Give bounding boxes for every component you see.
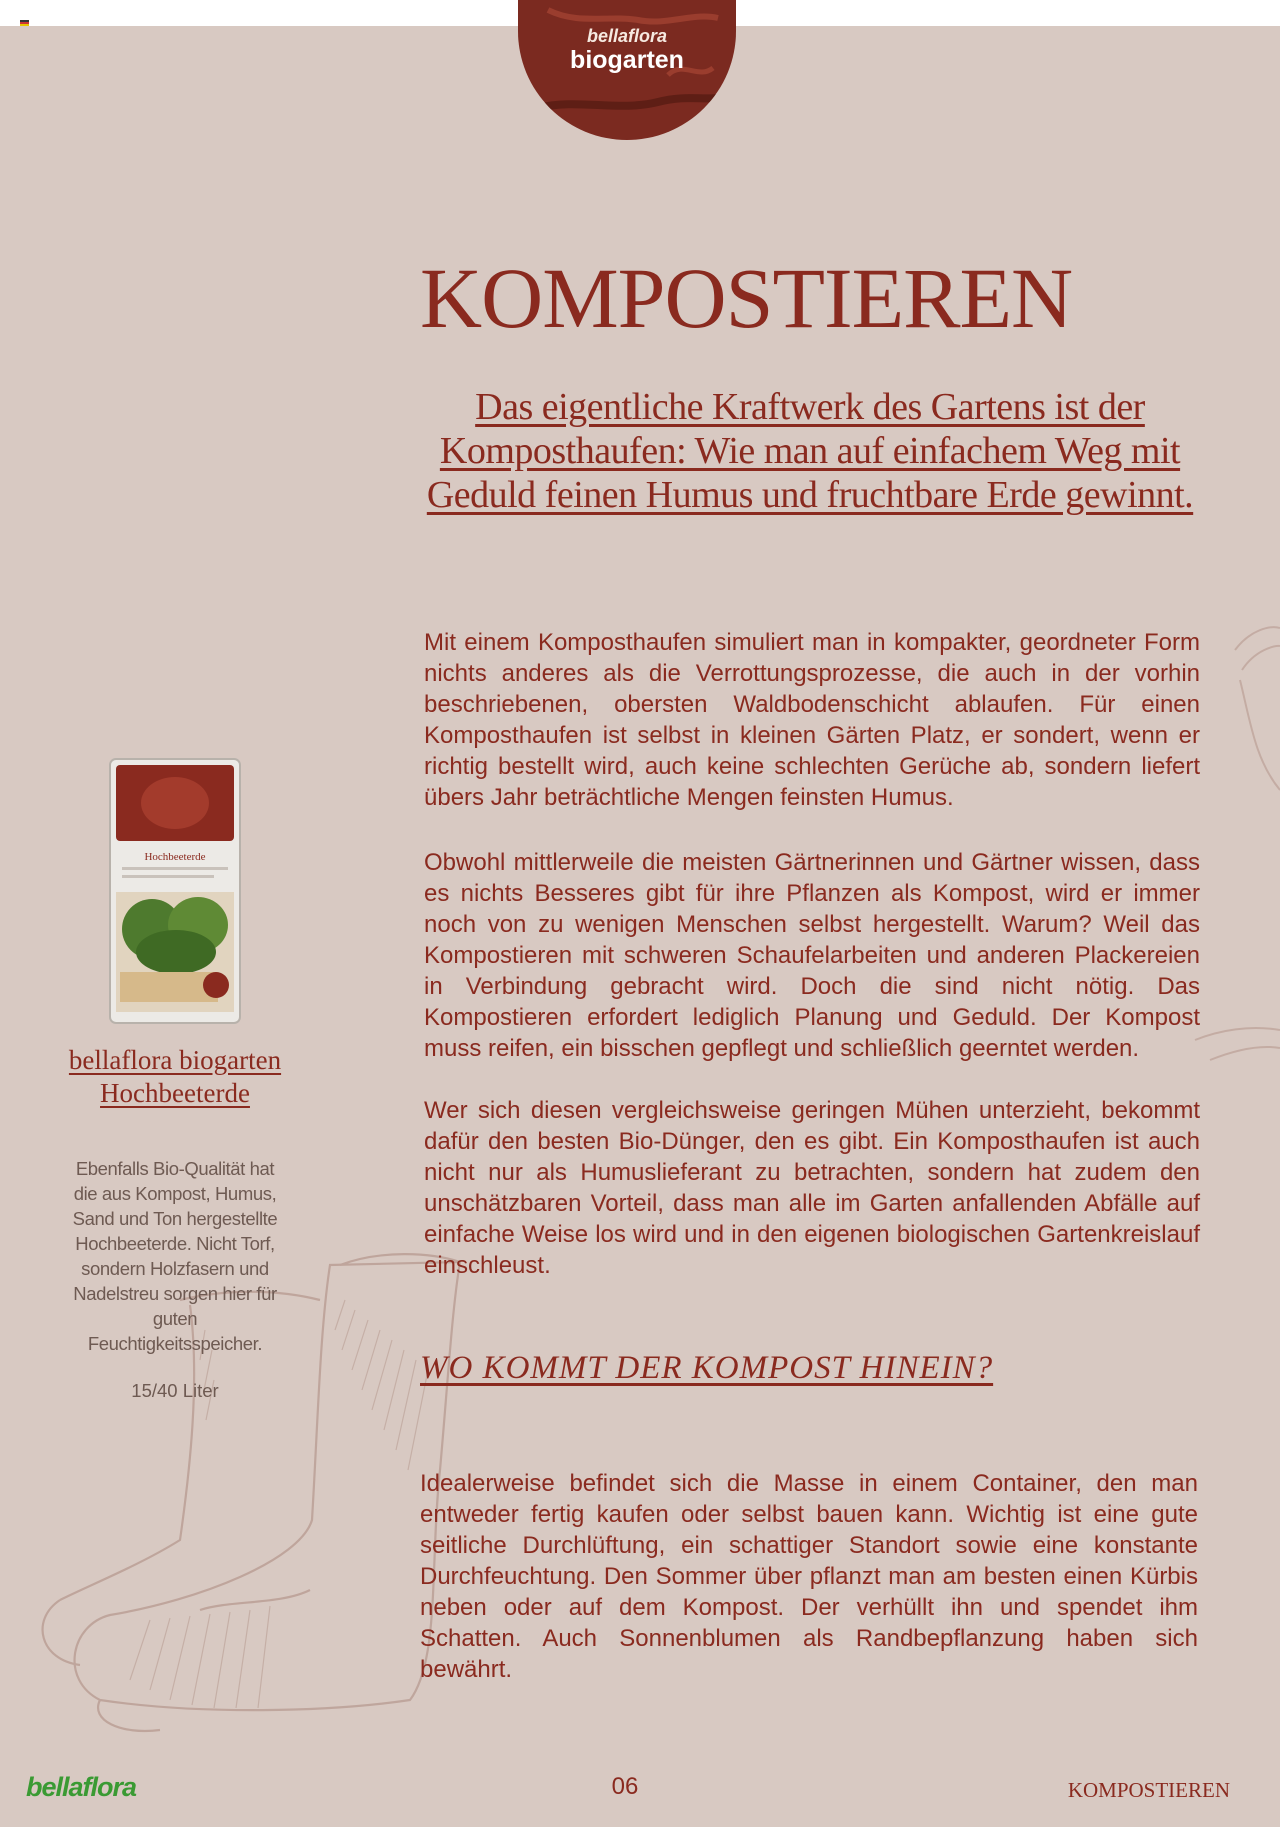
footer-logo[interactable]: bellaflora (26, 1772, 137, 1802)
paragraph-1: Mit einem Komposthaufen simuliert man in kompakter, geordneter Form nichts anderes als die Verrottungsprozesse, die auch in der vorhin beschriebenen, obersten Waldbodenschicht ablaufen. Für einen Komposthaufen ist selbst in kleinen Gärten Platz, er sondert, wenn er richtig bestellt wird, auch keine schlechten Gerüche ab, sondern liefert übers Jahr beträchtliche Mengen feinsten Humus. (424, 629, 1200, 811)
biogarten-logo-badge[interactable] (518, 0, 736, 140)
article-subtitle: Das eigentliche Kraftwerk des Gartens ist der Komposthaufen: Wie man auf einfachem Weg mit Geduld feinen Humus und fruchtbare Erde gewinnt. (426, 386, 1194, 516)
paragraph-3: Wer sich diesen vergleichsweise geringen Mühen unterzieht, bekommt dafür den besten Bio-Dünger, den es gibt. Ein Komposthaufen ist auch nicht nur als Humuslieferant zu betrachten, sondern hat zudem den unschätzbaren Vorteil, dass man alle im Garten anfallenden Abfälle auf einfache Weise los wird und in den eigenen biologischen Gartenkreislauf einschleust. (424, 1097, 1200, 1279)
footer-section-title: KOMPOSTIEREN (1067, 1778, 1230, 1802)
page-number: 06 (611, 1773, 639, 1800)
product-name: bellaflora biogarten Hochbeeterde (68, 1045, 282, 1108)
badge-brand-large: biogarten (570, 46, 684, 74)
product-volume: 15/40 Liter (131, 1380, 219, 1401)
product-package-image (106, 757, 244, 1025)
product-description: Ebenfalls Bio-Qualität hat die aus Kompost, Humus, Sand und Ton hergestellte Hochbeeterde. Nicht Torf, sondern Holzfasern und Nadelstreu sorgen hier für guten Feuchtigkeitsspeicher. (72, 1158, 278, 1354)
section-heading: WO KOMMT DER KOMPOST HINEIN? (420, 1350, 994, 1386)
package-label: Hochbeeterde (144, 851, 206, 863)
badge-brand-small: bellaflora (586, 26, 668, 46)
section-paragraph: Idealerweise befindet sich die Masse in einem Container, den man entweder fertig kaufen oder selbst bauen kann. Wichtig ist eine gute seitliche Durchlüftung, ein schattiger Standort sowie eine konstante Durchfeuchtung. Den Sommer über pflanzt man am besten einen Kürbis neben oder auf dem Kompost. Der verhüllt ihn und spendet ihm Schatten. Auch Sonnenblumen als Randbepflanzung haben sich bewährt. (420, 1470, 1198, 1683)
page-title: KOMPOSTIEREN (420, 250, 1073, 346)
paragraph-2: Obwohl mittlerweile die meisten Gärtnerinnen und Gärtner wissen, dass es nichts Besseres gibt für ihre Pflanzen als Kompost, wird er immer noch von zu wenigen Menschen selbst hergestellt. Warum? Weil das Kompostieren mit schweren Schaufelarbeiten und anderen Plackereien in Verbindung gebracht wird. Doch die sind nicht nötig. Das Kompostieren erfordert lediglich Planung und Geduld. Der Kompost muss reifen, ein bisschen gepflegt und schließlich geerntet werden. (424, 849, 1200, 1062)
